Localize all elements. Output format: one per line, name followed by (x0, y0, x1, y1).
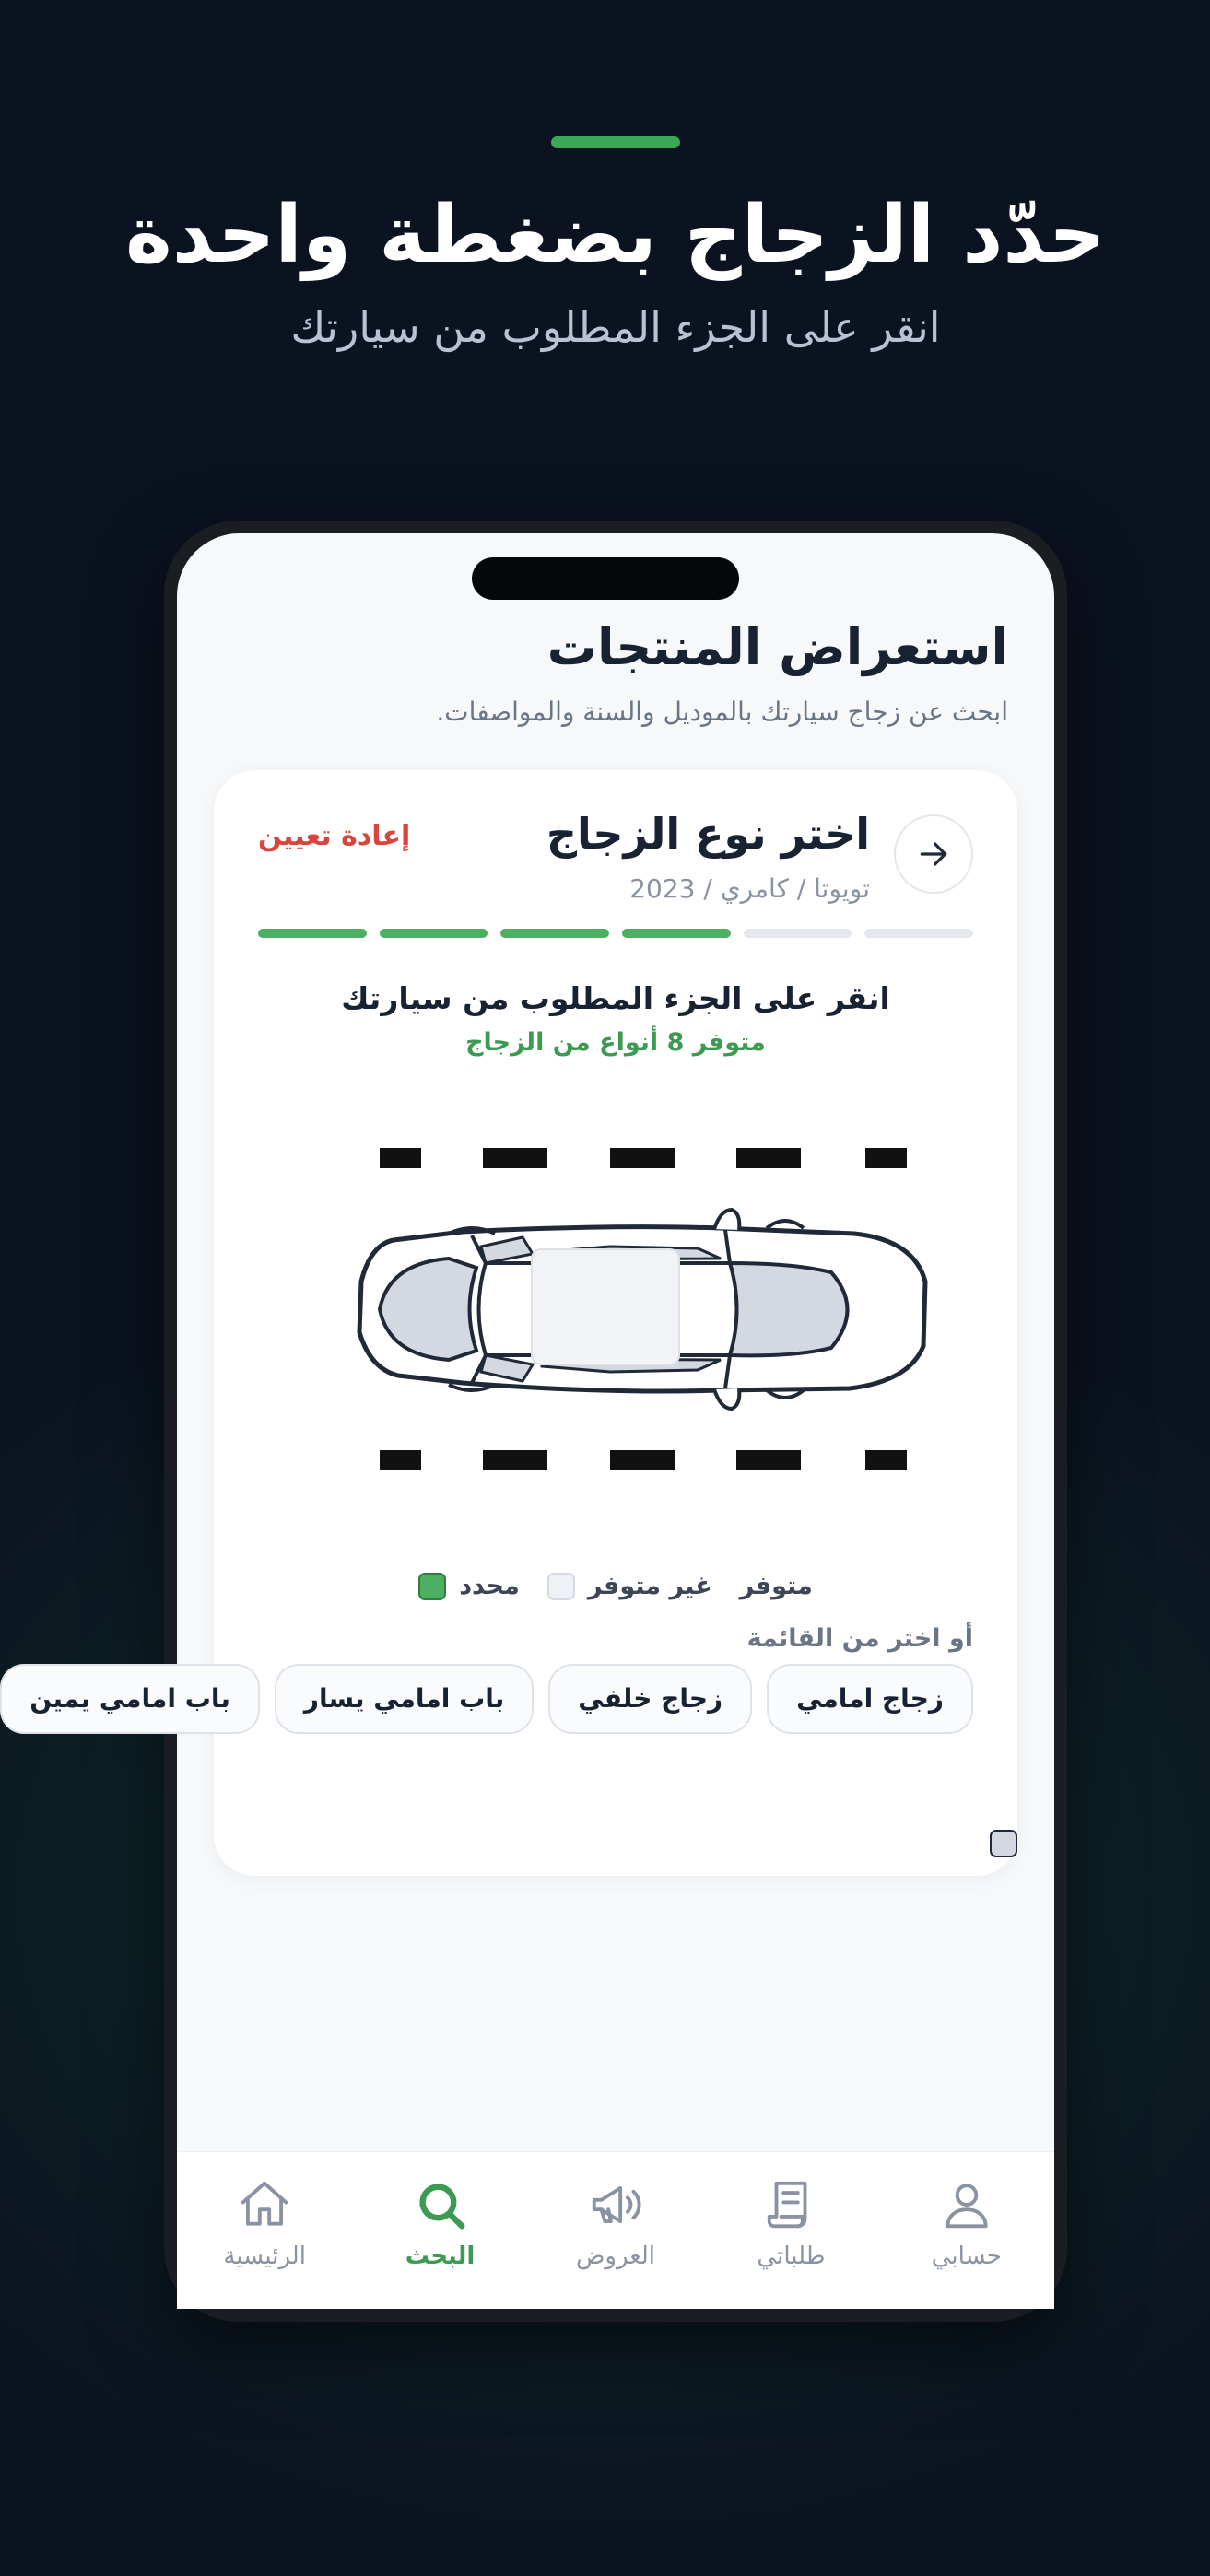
tab-orders[interactable] (703, 2152, 878, 2309)
arrow-right-icon (916, 837, 951, 872)
phone-screen (29, 533, 1054, 2309)
legend-unavailable-label: غير متوفر (587, 1572, 712, 1600)
instruction-text: انقر على الجزء المطلوب من سيارتك (341, 980, 890, 1016)
phone-notch (472, 557, 739, 600)
progress-step (864, 929, 973, 938)
road-marks-bottom (380, 1450, 907, 1470)
glass-chip-list (29, 1664, 973, 1738)
car-diagram (334, 1134, 979, 1484)
home-icon (236, 2176, 293, 2233)
glass-type-card (29, 770, 1017, 1876)
page-subtitle: ابحث عن زجاج سيارتك بالموديل والسنة والمواصفات. (436, 697, 1008, 727)
legend-available-label: متوفر (739, 1572, 813, 1600)
or-list-label: أو اختر من القائمة (746, 1624, 973, 1653)
tab-home[interactable] (177, 2152, 352, 2309)
progress-step (622, 929, 731, 938)
availability-text: متوفر 8 أنواع من الزجاج (465, 1028, 766, 1057)
accent-bar (551, 136, 680, 148)
back-button[interactable] (894, 814, 973, 894)
chip-front-right-door[interactable]: باب امامي يمين (0, 1664, 260, 1734)
hero-subtitle: انقر على الجزء المطلوب من سيارتك (290, 302, 941, 352)
chip-rear-windshield[interactable]: زجاج خلفي (548, 1664, 752, 1734)
progress-step (500, 929, 609, 938)
progress-step (380, 929, 488, 938)
legend (214, 1572, 1017, 1600)
tab-home-label: الرئيسية (223, 2242, 306, 2270)
tab-offers[interactable] (528, 2152, 703, 2309)
tab-orders-label: طلباتي (757, 2242, 826, 2270)
vehicle-info: تويوتا / كامري / 2023 (629, 873, 870, 904)
reset-button[interactable]: إعادة تعيين (258, 820, 411, 852)
search-icon (412, 2176, 469, 2233)
megaphone-icon (587, 2176, 644, 2233)
progress-step (258, 929, 367, 938)
bottom-tab-bar (177, 2151, 1054, 2309)
page-title: استعراض المنتجات (546, 618, 1008, 676)
phone-frame (29, 521, 1067, 2322)
card-title: اختر نوع الزجاج (546, 809, 870, 859)
legend-selected-swatch (418, 1573, 446, 1600)
tab-offers-label: العروض (575, 2242, 655, 2270)
receipt-icon (762, 2176, 819, 2233)
chip-front-windshield[interactable]: زجاج امامي (767, 1664, 973, 1734)
progress-step (744, 929, 852, 938)
legend-selected-label: محدد (459, 1572, 520, 1600)
legend-available (740, 1572, 813, 1600)
legend-unavailable-swatch (547, 1573, 575, 1600)
sunroof-glass[interactable] (532, 1249, 679, 1364)
user-icon (938, 2176, 995, 2233)
legend-unavailable (547, 1572, 712, 1600)
road-marks-top (380, 1148, 907, 1168)
legend-selected (418, 1572, 520, 1600)
tab-account[interactable] (879, 2152, 1054, 2309)
tab-search[interactable] (352, 2152, 527, 2309)
tab-account-label: حسابي (931, 2242, 1002, 2270)
hero-title: حدّد الزجاج بضغطة واحدة (125, 189, 1106, 281)
step-progress (258, 929, 973, 938)
legend-available-swatch (990, 1830, 1017, 1857)
tab-search-label: البحث (405, 2242, 476, 2270)
front-glass[interactable] (730, 1263, 848, 1355)
chip-front-left-door[interactable]: باب امامي يسار (275, 1664, 534, 1734)
